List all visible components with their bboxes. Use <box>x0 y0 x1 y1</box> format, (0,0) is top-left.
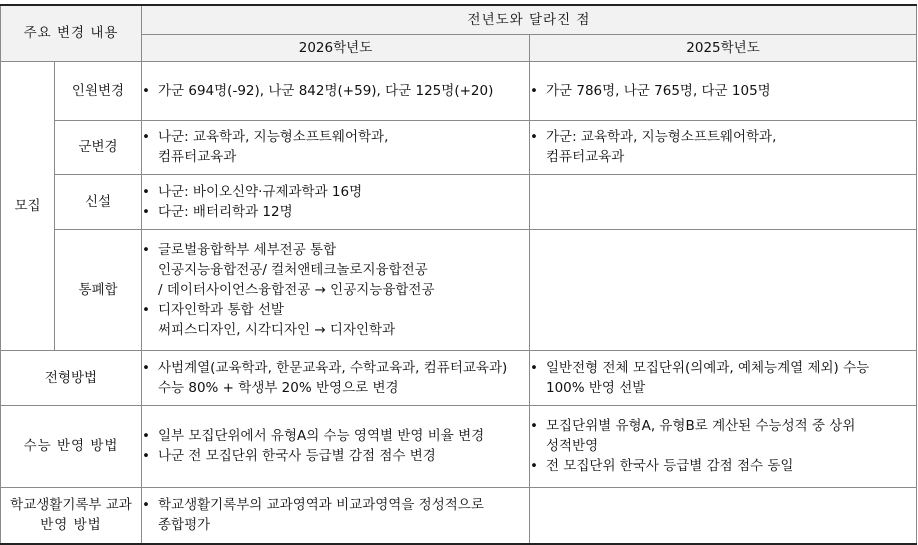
new-label: 신설 <box>55 174 142 229</box>
selection-2025-line1: 일반전형 전체 모집단위(의예과, 예체능계열 제외) 수능 <box>546 359 870 376</box>
merge-2025 <box>530 229 917 350</box>
csat-2026-item1: 일부 모집단위에서 유형A의 수능 영역별 반영 비율 변경 <box>158 428 485 444</box>
changes-table <box>0 4 917 545</box>
row-records <box>1 487 917 544</box>
csat-2026-item2: 나군 전 모집단위 한국사 등급별 감점 점수 변경 <box>158 448 436 464</box>
group-change-2025-line1: 가군: 교육학과, 지능형소프트웨어학과, <box>546 129 777 145</box>
bullet-icon: • <box>142 497 150 514</box>
csat-label <box>1 405 142 487</box>
new-2026-item2: 다군: 배터리학과 12명 <box>158 203 293 220</box>
main-change-header <box>1 5 142 61</box>
row-selection <box>1 350 917 405</box>
group-change-2026 <box>142 120 530 174</box>
bullet-icon: • <box>142 359 150 376</box>
selection-2026-line2: 수능 80% + 학생부 20% 반영으로 변경 <box>158 379 399 396</box>
headcount-label: 인원변경 <box>55 61 142 120</box>
row-new <box>1 174 917 229</box>
row-csat <box>1 405 917 487</box>
csat-2025-item2: 전 모집단위 한국사 등급별 감점 점수 동일 <box>546 458 794 474</box>
headcount-2025-text: 가군 786명, 나군 765명, 다군 105명 <box>546 82 771 99</box>
merge-item2: 디자인학과 통합 선발 <box>158 301 284 318</box>
csat-2025-item1-line2: 성적반영 <box>546 438 599 454</box>
row-headcount <box>1 61 917 120</box>
diff-label: 전년도와 달라진 점 <box>467 11 591 28</box>
selection-2025 <box>530 350 917 405</box>
bullet-icon: • <box>530 129 538 145</box>
diff-header <box>142 5 917 34</box>
records-2025 <box>530 487 917 544</box>
merge-item2-cont1: 써피스디자인, 시각디자인 → 디자인학과 <box>158 321 396 338</box>
headcount-2026-text: 가군 694명(-92), 나군 842명(+59), 다군 125명(+20) <box>158 82 494 99</box>
bullet-icon: • <box>142 448 150 464</box>
csat-label-text: 수능 반영 방법 <box>23 438 119 454</box>
bullet-icon: • <box>530 82 538 99</box>
csat-2026 <box>142 405 530 487</box>
group-change-2025 <box>530 120 917 174</box>
selection-label: 전형방법 <box>1 350 142 405</box>
csat-2025 <box>530 405 917 487</box>
headcount-2025 <box>530 61 917 120</box>
records-2026 <box>142 487 530 544</box>
merge-item1-cont2: / 데이터사이언스융합전공 → 인공지능융합전공 <box>158 281 435 298</box>
bullet-icon: • <box>142 129 150 145</box>
merge-2026 <box>142 229 530 350</box>
merge-item1-cont1: 인공지능융합전공/ 컬처앤테크놀로지융합전공 <box>158 261 428 278</box>
merge-label: 통폐합 <box>55 229 142 350</box>
new-2026-item1: 나군: 바이오신약·규제과학과 16명 <box>158 183 363 200</box>
main-change-label: 주요 변경 내용 <box>23 25 119 42</box>
records-2026-line2: 종합평가 <box>158 517 211 534</box>
csat-2025-item1-line1: 모집단위별 유형A, 유형B로 계산된 수능성적 중 상위 <box>546 418 856 434</box>
group-change-2026-line1: 나군: 교육학과, 지능형소프트웨어학과, <box>158 129 389 145</box>
group-change-2025-line2: 컴퓨터교육과 <box>546 149 625 165</box>
headcount-2026 <box>142 61 530 120</box>
bullet-icon: • <box>142 203 150 220</box>
new-2026 <box>142 174 530 229</box>
row-group-change <box>1 120 917 174</box>
group-change-label: 군변경 <box>55 120 142 174</box>
bullet-icon: • <box>530 458 538 474</box>
records-label-line2: 반영 방법 <box>40 517 102 534</box>
year-2026-header: 2026학년도 <box>142 34 530 61</box>
year-2025-header: 2025학년도 <box>530 34 917 61</box>
bullet-icon: • <box>530 418 538 434</box>
bullet-icon: • <box>530 359 538 376</box>
records-label-line1: 학교생활기록부 교과 <box>10 497 132 514</box>
group-change-2026-line2: 컴퓨터교육과 <box>158 149 237 165</box>
records-label <box>1 487 142 544</box>
header-row-top <box>1 5 917 34</box>
row-merge <box>1 229 917 350</box>
selection-2025-line2: 100% 반영 선발 <box>546 379 646 396</box>
selection-2026 <box>142 350 530 405</box>
bullet-icon: • <box>142 428 150 444</box>
bullet-icon: • <box>142 301 150 318</box>
selection-2026-line1: 사범계열(교육학과, 한문교육과, 수학교육과, 컴퓨터교육과) <box>158 359 508 376</box>
merge-item1: 글로벌융합학부 세부전공 통합 <box>158 241 337 258</box>
records-2026-line1: 학교생활기록부의 교과영역과 비교과영역을 정성적으로 <box>158 497 484 514</box>
bullet-icon: • <box>142 241 150 258</box>
new-2025 <box>530 174 917 229</box>
bullet-icon: • <box>142 183 150 200</box>
bullet-icon: • <box>142 82 150 99</box>
recruit-label: 모집 <box>1 61 55 350</box>
